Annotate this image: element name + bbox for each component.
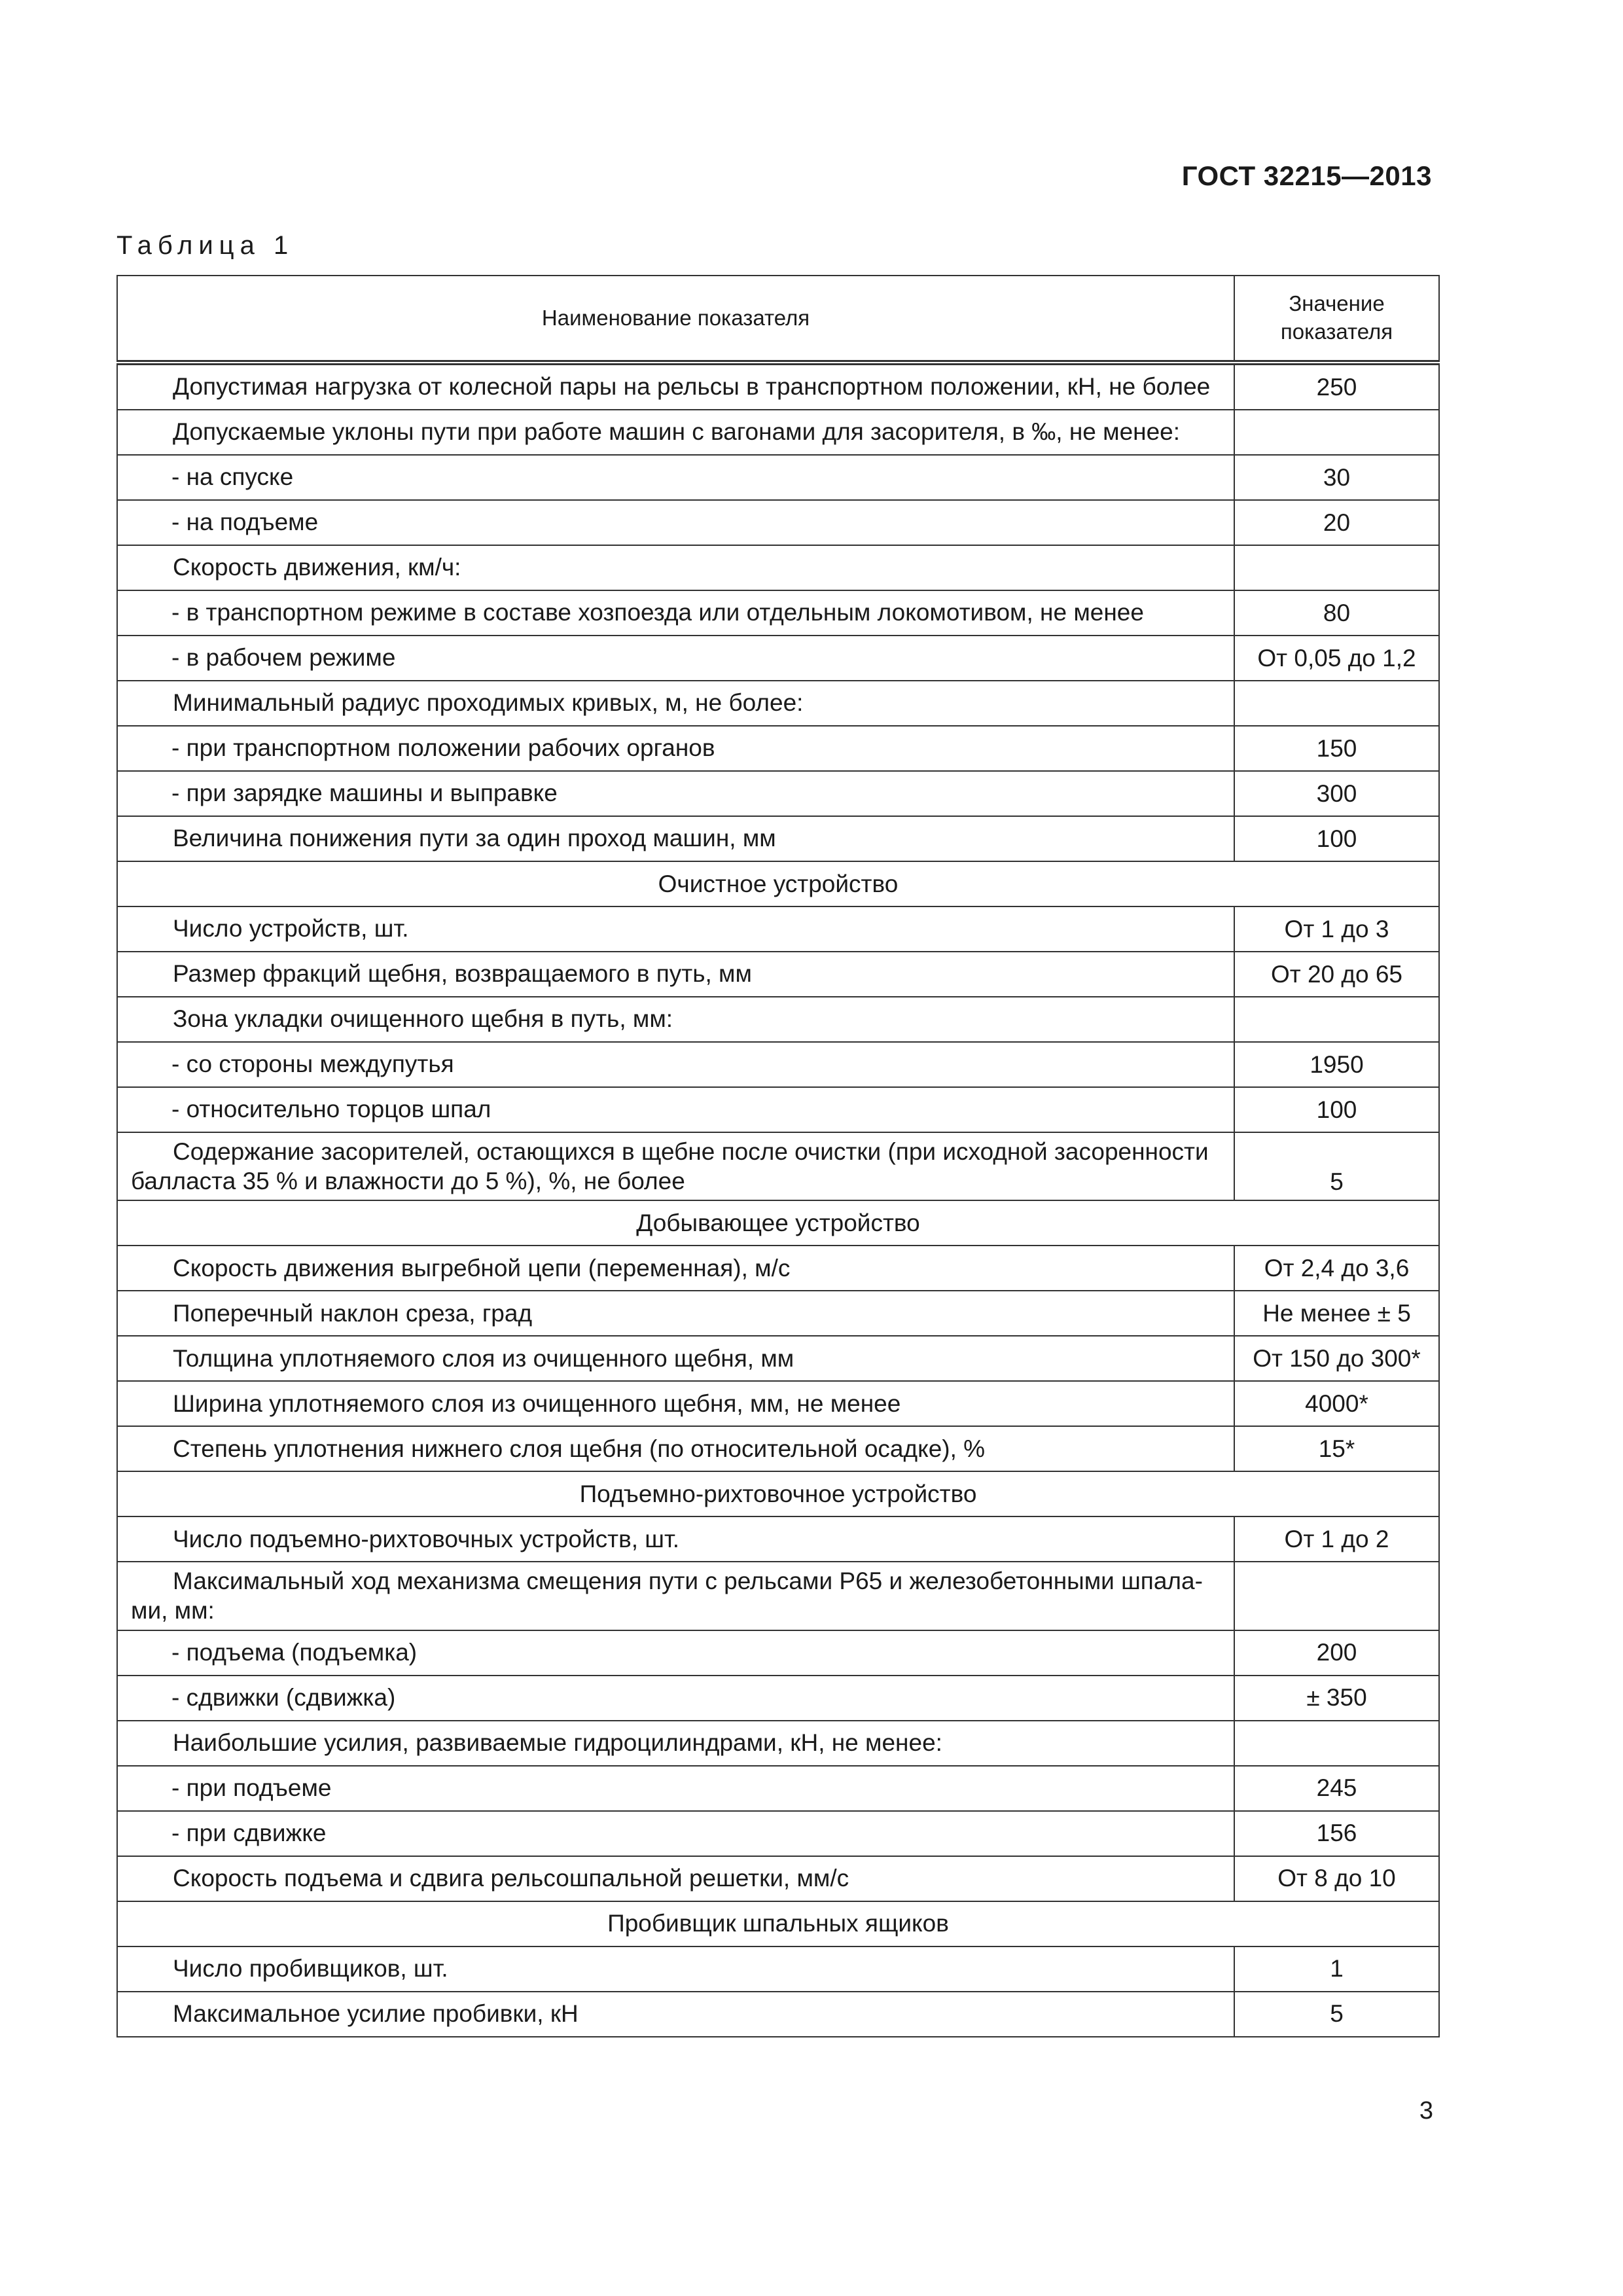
- table-row: [117, 1811, 1439, 1856]
- specifications-table: [116, 275, 1440, 2037]
- table-row: [117, 1042, 1439, 1087]
- parameter-name: Скорость движения, км/ч:: [117, 545, 1234, 590]
- parameter-value: ± 350: [1234, 1676, 1439, 1721]
- parameter-value: 5: [1234, 1132, 1439, 1200]
- section-header-row: [117, 1471, 1439, 1516]
- table-row: [117, 1992, 1439, 2037]
- parameter-value: 200: [1234, 1630, 1439, 1676]
- parameter-name: - в рабочем режиме: [117, 636, 1234, 681]
- parameter-name: Допустимая нагрузка от колесной пары на рельсы в транспортном положении, кН, не более: [117, 363, 1234, 410]
- section-title: Очистное устройство: [117, 861, 1439, 906]
- column-header-name: Наименование показателя: [117, 276, 1234, 363]
- table-row: [117, 1766, 1439, 1811]
- column-header-value: Значение показателя: [1234, 276, 1439, 363]
- table-row: [117, 500, 1439, 545]
- parameter-name: - при зарядке машины и выправке: [117, 771, 1234, 816]
- table-row: [117, 816, 1439, 861]
- table-row: [117, 1132, 1439, 1200]
- parameter-value: 245: [1234, 1766, 1439, 1811]
- table-caption: Таблица 1: [116, 231, 294, 260]
- section-title: Добывающее устройство: [117, 1200, 1439, 1246]
- section-header-row: [117, 1200, 1439, 1246]
- parameter-value: 300: [1234, 771, 1439, 816]
- parameter-value: [1234, 681, 1439, 726]
- parameter-value: 100: [1234, 1087, 1439, 1132]
- parameter-value: От 150 до 300*: [1234, 1336, 1439, 1381]
- parameter-value: 1950: [1234, 1042, 1439, 1087]
- table-row: [117, 681, 1439, 726]
- parameter-name: - подъема (подъемка): [117, 1630, 1234, 1676]
- parameter-name: Число пробивщиков, шт.: [117, 1946, 1234, 1992]
- table-row: [117, 1946, 1439, 1992]
- parameter-value: 30: [1234, 455, 1439, 500]
- parameter-name: Минимальный радиус проходимых кривых, м, не более:: [117, 681, 1234, 726]
- parameter-value: 150: [1234, 726, 1439, 771]
- parameter-name: Допускаемые уклоны пути при работе машин с вагонами для засорителя, в ‰, не менее:: [117, 410, 1234, 455]
- parameter-name: Степень уплотнения нижнего слоя щебня (по относительной осадке), %: [117, 1426, 1234, 1471]
- parameter-value: [1234, 1721, 1439, 1766]
- table-row: [117, 455, 1439, 500]
- table-row: [117, 1721, 1439, 1766]
- table-row: [117, 726, 1439, 771]
- parameter-name: - при сдвижке: [117, 1811, 1234, 1856]
- parameter-value: [1234, 997, 1439, 1042]
- parameter-value: От 1 до 3: [1234, 906, 1439, 952]
- table-row: [117, 1676, 1439, 1721]
- table-row: [117, 906, 1439, 952]
- parameter-value: 5: [1234, 1992, 1439, 2037]
- parameter-name: Зона укладки очищенного щебня в путь, мм:: [117, 997, 1234, 1042]
- table-row: [117, 590, 1439, 636]
- table-row: [117, 1246, 1439, 1291]
- parameter-value: [1234, 410, 1439, 455]
- parameter-value: 80: [1234, 590, 1439, 636]
- table-header-row: [117, 276, 1439, 363]
- table-row: [117, 636, 1439, 681]
- parameter-name: - относительно торцов шпал: [117, 1087, 1234, 1132]
- parameter-name: Скорость подъема и сдвига рельсошпальной решетки, мм/с: [117, 1856, 1234, 1901]
- table-row: [117, 1426, 1439, 1471]
- parameter-value: 250: [1234, 363, 1439, 410]
- parameter-value: 20: [1234, 500, 1439, 545]
- section-header-row: [117, 1901, 1439, 1946]
- parameter-value: От 20 до 65: [1234, 952, 1439, 997]
- parameter-name: Ширина уплотняемого слоя из очищенного щебня, мм, не менее: [117, 1381, 1234, 1426]
- parameter-name: Наибольшие усилия, развиваемые гидроцилиндрами, кН, не менее:: [117, 1721, 1234, 1766]
- parameter-name: - в транспортном режиме в составе хозпоезда или отдельным локомотивом, не менее: [117, 590, 1234, 636]
- table-row: [117, 1381, 1439, 1426]
- parameter-value: [1234, 545, 1439, 590]
- table-row: [117, 1336, 1439, 1381]
- parameter-value: От 0,05 до 1,2: [1234, 636, 1439, 681]
- table-row: [117, 771, 1439, 816]
- table-row: [117, 997, 1439, 1042]
- parameter-value: 15*: [1234, 1426, 1439, 1471]
- parameter-value: От 8 до 10: [1234, 1856, 1439, 1901]
- parameter-name: - сдвижки (сдвижка): [117, 1676, 1234, 1721]
- section-header-row: [117, 861, 1439, 906]
- table-row: [117, 1856, 1439, 1901]
- section-title: Пробивщик шпальных ящиков: [117, 1901, 1439, 1946]
- table-row: [117, 952, 1439, 997]
- parameter-value: От 1 до 2: [1234, 1516, 1439, 1562]
- parameter-value: 156: [1234, 1811, 1439, 1856]
- parameter-name: Размер фракций щебня, возвращаемого в путь, мм: [117, 952, 1234, 997]
- parameter-name: - на спуске: [117, 455, 1234, 500]
- parameter-name: - со стороны междупутья: [117, 1042, 1234, 1087]
- table-row: [117, 1562, 1439, 1630]
- table-row: [117, 1630, 1439, 1676]
- document-code: ГОСТ 32215—2013: [1181, 160, 1432, 191]
- table-row: [117, 545, 1439, 590]
- table-row: [117, 1087, 1439, 1132]
- parameter-value: От 2,4 до 3,6: [1234, 1246, 1439, 1291]
- table-row: [117, 410, 1439, 455]
- parameter-name: - при подъеме: [117, 1766, 1234, 1811]
- parameter-name: - при транспортном положении рабочих органов: [117, 726, 1234, 771]
- parameter-name: Поперечный наклон среза, град: [117, 1291, 1234, 1336]
- parameter-value: 100: [1234, 816, 1439, 861]
- parameter-name: Толщина уплотняемого слоя из очищенного щебня, мм: [117, 1336, 1234, 1381]
- parameter-name: Максимальный ход механизма смещения пути с рельсами Р65 и железобетонными шпала-ми, мм:: [117, 1562, 1234, 1630]
- parameter-name: Число подъемно-рихтовочных устройств, шт.: [117, 1516, 1234, 1562]
- parameter-value: [1234, 1562, 1439, 1630]
- parameter-name: Скорость движения выгребной цепи (переменная), м/с: [117, 1246, 1234, 1291]
- parameter-value: 1: [1234, 1946, 1439, 1992]
- table-row: [117, 1516, 1439, 1562]
- table-row: [117, 363, 1439, 410]
- parameter-value: Не менее ± 5: [1234, 1291, 1439, 1336]
- section-title: Подъемно-рихтовочное устройство: [117, 1471, 1439, 1516]
- page-number: 3: [1419, 2097, 1433, 2125]
- parameter-name: Величина понижения пути за один проход машин, мм: [117, 816, 1234, 861]
- parameter-name: - на подъеме: [117, 500, 1234, 545]
- parameter-name: Содержание засорителей, остающихся в щебне после очистки (при исходной засоренности балласта 35 % и влажности до 5 %), %, не более: [117, 1132, 1234, 1200]
- parameter-name: Максимальное усилие пробивки, кН: [117, 1992, 1234, 2037]
- parameter-name: Число устройств, шт.: [117, 906, 1234, 952]
- parameter-value: 4000*: [1234, 1381, 1439, 1426]
- table-row: [117, 1291, 1439, 1336]
